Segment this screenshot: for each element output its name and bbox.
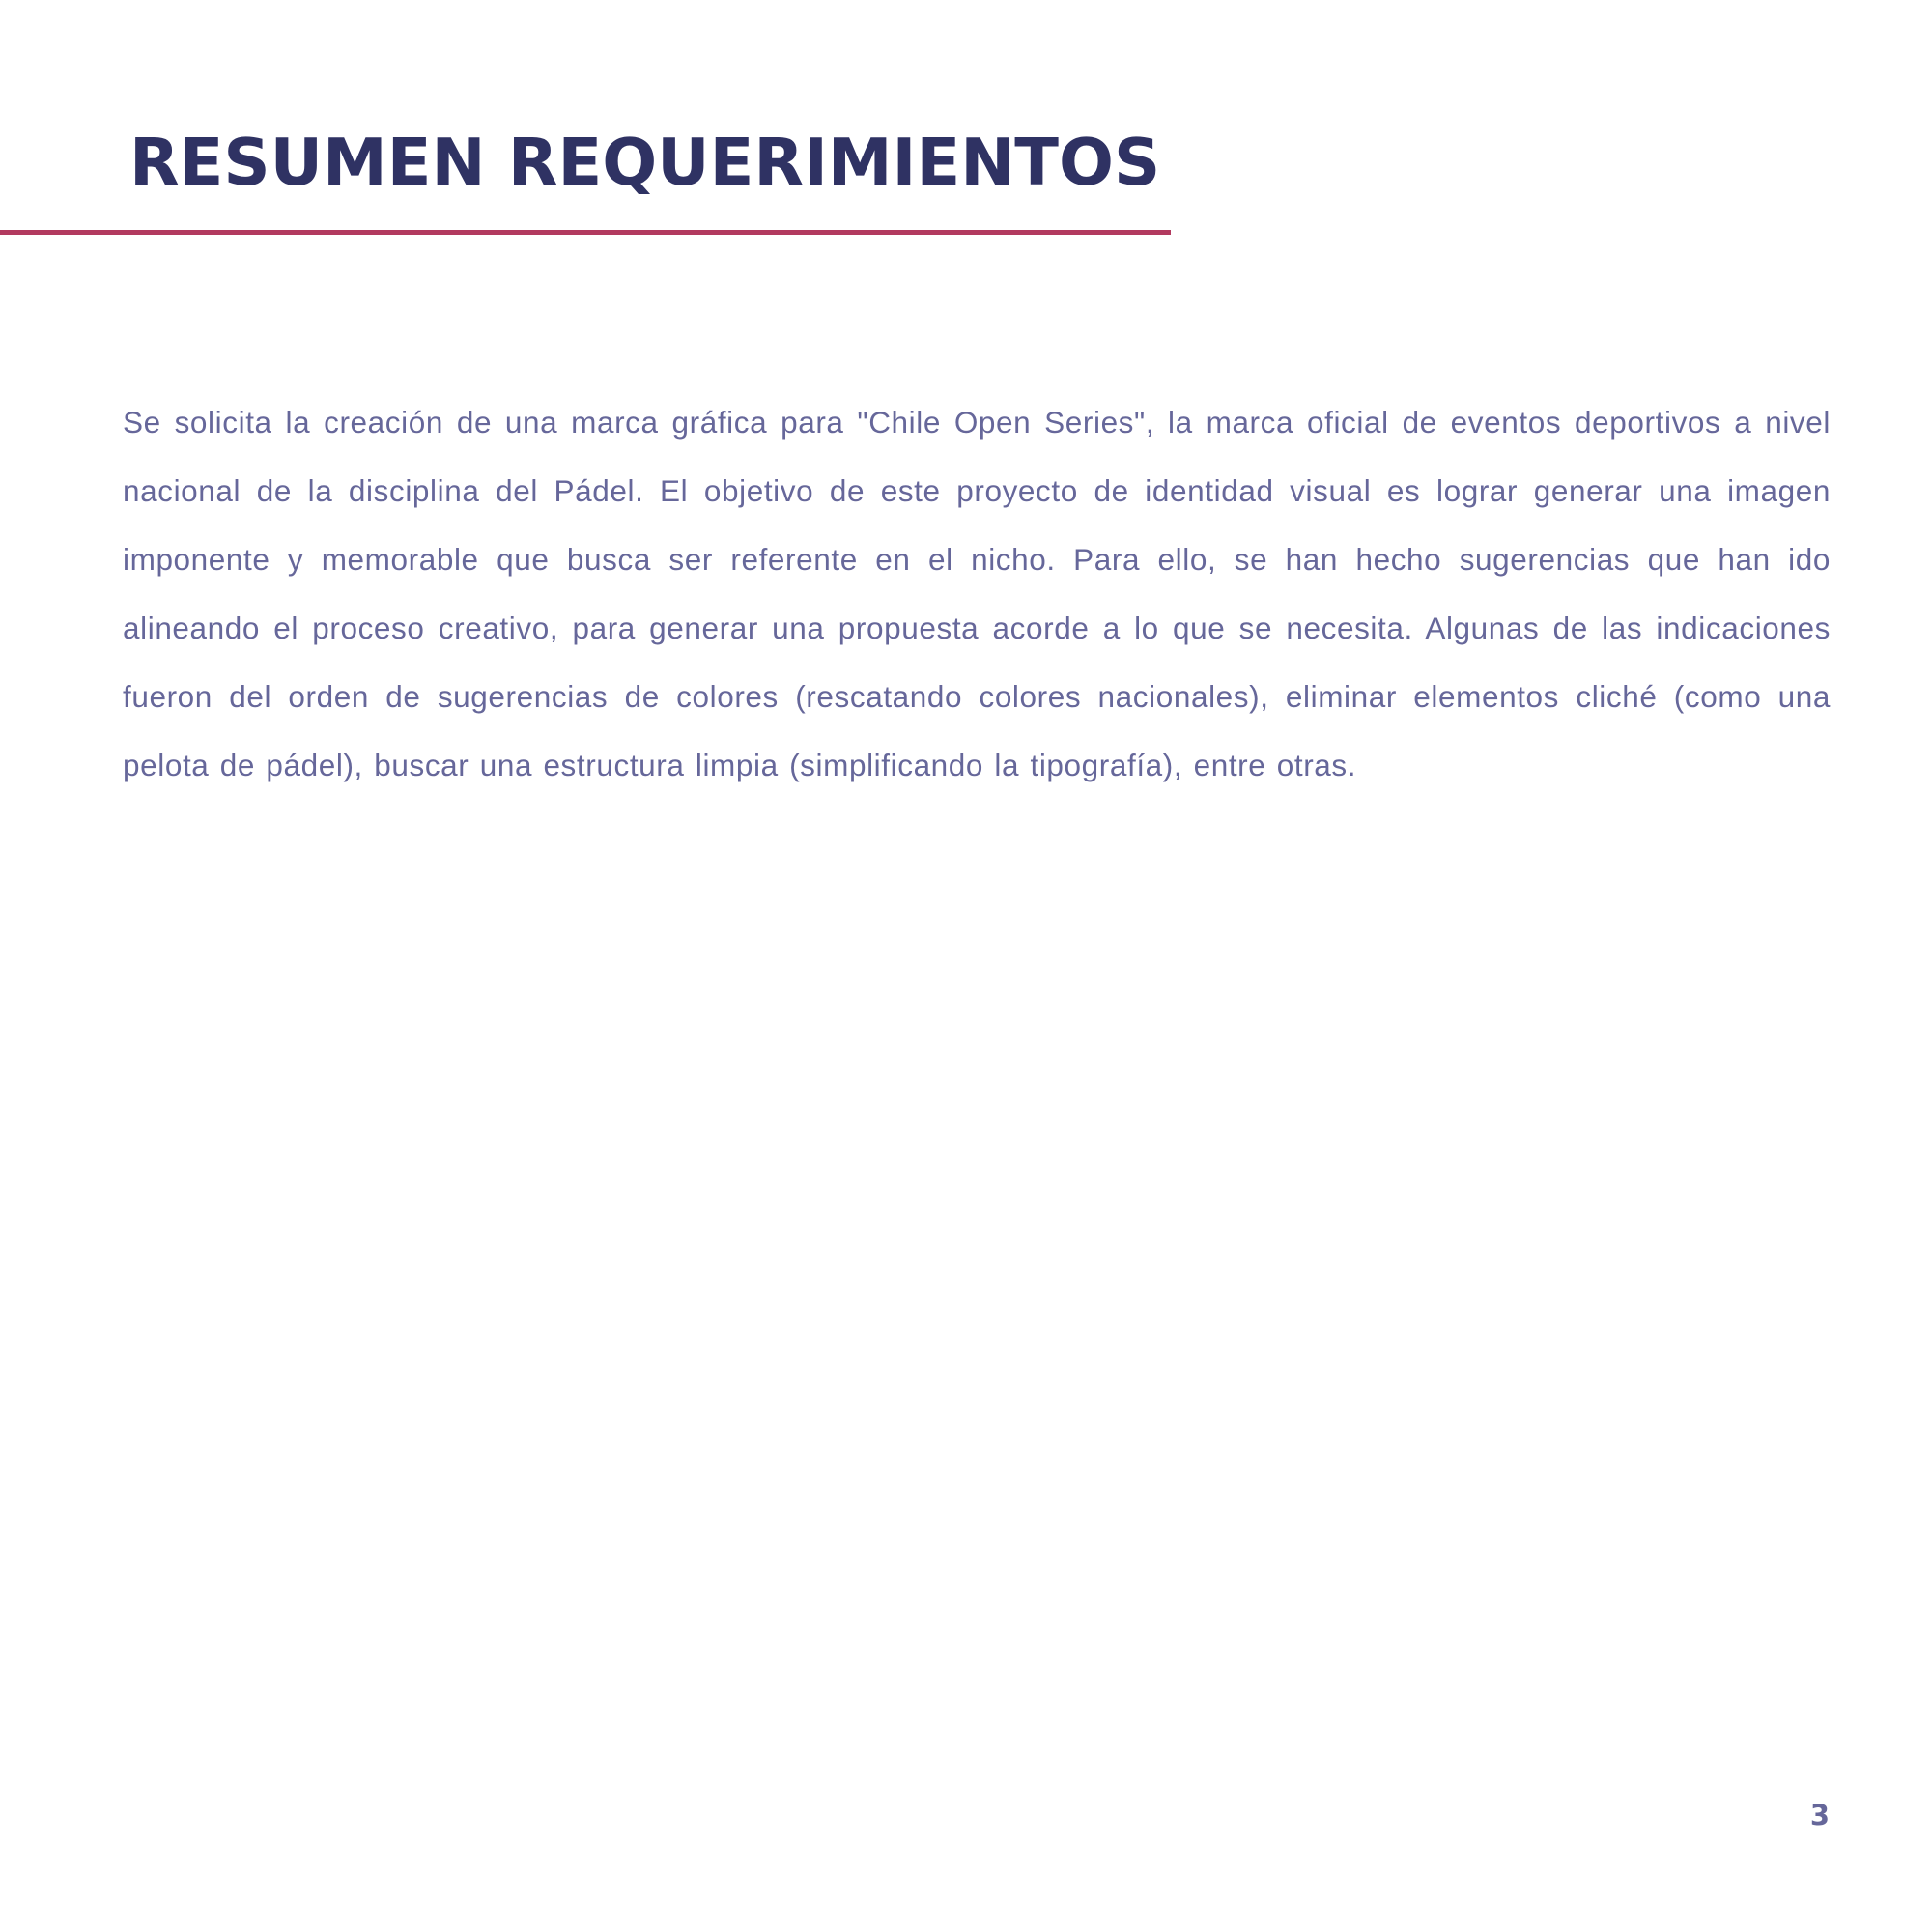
page-number: 3 <box>1809 1799 1830 1832</box>
body-paragraph: Se solicita la creación de una marca gráfica para "Chile Open Series", la marca oficial de eventos deportivos a nivel nacional de la disciplina del Pádel. El objetivo de este proyecto de identidad visual es lograr generar una imagen imponente y memorable que busca ser referente en el nicho. Para ello, se han hecho sugerencias que han ido alineando el proceso creativo, para generar una propuesta acorde a lo que se necesita. Algunas de las indicaciones fueron del orden de sugerencias de colores (rescatando colores nacionales), eliminar elementos cliché (como una pelota de pádel), buscar una estructura limpia (simplificando la tipografía), entre otras. <box>123 405 1831 782</box>
title-underline-divider <box>0 230 1171 235</box>
page-title: RESUMEN REQUERIMIENTOS <box>129 125 1161 200</box>
